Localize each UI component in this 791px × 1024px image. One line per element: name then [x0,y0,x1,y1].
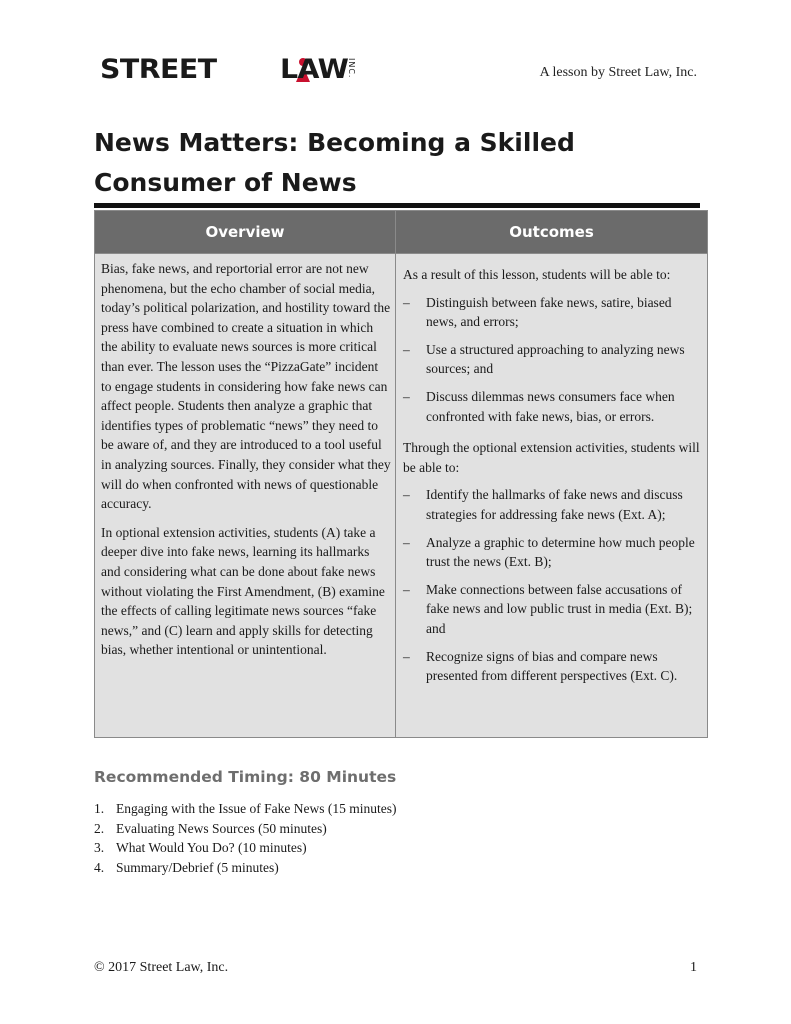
overview-paragraph: Bias, fake news, and reportorial error are not new phenomena, but the echo chamber of social media, today’s political polarization, and hostility toward the press have combined to create a situation in which the ability to evaluate news sources is more critical than ever. The lesson uses the “PizzaGate” incident to engage students in considering how fake news can affect people. Students then analyze a graphic that identifies types of problematic “news” they need to be aware of, and they are introduced to a tool useful in analyzing sources. Finally, they consider what they will do when confronted with news of questionable accuracy. [101,261,391,512]
header-tagline: A lesson by Street Law, Inc. [539,65,697,80]
footer-copyright: © 2017 Street Law, Inc. [94,960,229,975]
extension-intro: Through the optional extension activities, students will be able to: [403,440,700,475]
timing-step [94,799,396,819]
dash-bullet: – [403,534,410,550]
outcome-item [403,387,706,426]
extension-outcome-item [403,533,706,572]
step-text: Summary/Debrief (5 minutes) [116,859,279,875]
timing-step [94,838,396,858]
outcome-text: Discuss dilemmas news consumers face when confronted with fake news, bias, or errors. [426,388,675,424]
extension-outcome-text: Make connections between false accusations of fake news and low public trust in media (Ext. B); and [426,581,693,636]
outcomes-text [403,265,706,698]
dash-bullet: – [403,294,410,310]
outcomes-heading: Outcomes [396,211,707,254]
logo-word-law: LAW [280,54,349,85]
timing-step [94,858,396,878]
extension-outcome-text: Analyze a graphic to determine how much people trust the news (Ext. B); [426,534,695,570]
dash-bullet: – [403,388,410,404]
step-number: 2. [94,820,105,836]
dash-bullet: – [403,341,410,357]
logo-inc: INC. [347,58,356,79]
outcome-text: Use a structured approaching to analyzing news sources; and [426,341,685,377]
outcome-text: Distinguish between fake news, satire, biased news, and errors; [426,294,672,330]
column-divider [395,211,396,737]
dash-bullet: – [403,581,410,597]
extension-outcome-text: Identify the hallmarks of fake news and discuss strategies for addressing fake news (Ext. A); [426,487,683,522]
title-rule [94,203,700,208]
extension-outcome-text: Recognize signs of bias and compare news presented from different perspectives (Ext. C). [426,648,678,684]
step-number: 4. [94,859,105,875]
overview-outcomes-table [94,210,708,738]
timing-steps-list [94,799,396,877]
page-title: News Matters: Becoming a Skilled Consumer of News [94,128,575,197]
page-number: 1 [690,960,697,975]
timing-step [94,819,396,839]
step-text: What Would You Do? (10 minutes) [116,840,307,855]
step-text: Engaging with the Issue of Fake News (15 minutes) [116,801,397,816]
extension-outcome-item [403,580,706,639]
extension-outcome-item [403,647,706,686]
dash-bullet: – [403,487,410,503]
overview-paragraph: In optional extension activities, students (A) take a deeper dive into fake news, learning its hallmarks and considering what can be done about fake news without violating the First Amendment, (B) examine the effects of calling legitimate news sources “fake news,” and (C) learn and apply skills for detecting bias, whether intentional or unintentional. [101,524,385,658]
step-text: Evaluating News Sources (50 minutes) [116,820,327,836]
extension-outcomes-list [403,485,706,685]
overview-heading: Overview [95,211,395,254]
timing-heading: Recommended Timing: 80 Minutes [94,768,397,786]
overview-text [101,259,391,669]
outcome-item [403,293,706,332]
extension-outcome-item [403,485,706,524]
outcome-item [403,340,706,379]
logo-word-street: STREET [100,54,217,85]
outcomes-intro: As a result of this lesson, students will be able to: [403,267,671,282]
dash-bullet: – [403,648,410,664]
outcomes-list [403,293,706,427]
step-number: 3. [94,840,105,855]
step-number: 1. [94,801,105,816]
